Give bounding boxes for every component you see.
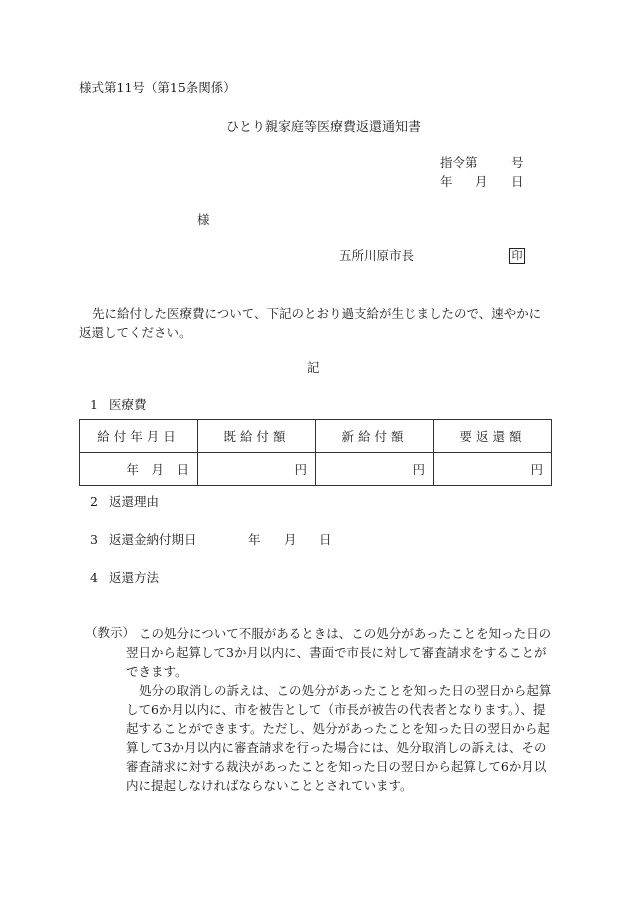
ki-heading: 記	[307, 360, 320, 375]
cell-payment-date: 年 月 日	[80, 453, 198, 486]
header-refund-amount: 要返還額	[434, 420, 552, 453]
date-day: 日	[511, 174, 524, 189]
reference-number-suffix: 号	[511, 155, 524, 170]
section-3-number: 3	[90, 532, 98, 547]
table-row	[80, 453, 552, 486]
form-number: 様式第11号（第15条関係）	[79, 80, 236, 95]
section-4-number: 4	[90, 570, 98, 585]
due-date-year: 年	[248, 532, 261, 547]
notice-paragraph-2: 処分の取消しの訴えは、この処分があったことを知った日の翌日から起算して6か月以内に、市を被告として（市長が被告の代表者となります。）、提起することができます。ただし、処分があったことを知った日の翌日から起算して3か月以内に審査請求を行った場合には、処分取消しの訴えは、その審査請求に対する裁決があったことを知った日の翌日から起算して6か月以内に提起しなければならないこととされています。	[126, 683, 552, 793]
issuer-name: 五所川原市長	[339, 248, 415, 263]
section-1-label: 医療費	[109, 397, 147, 412]
addressee-suffix: 様	[197, 212, 210, 227]
medical-fee-table	[79, 419, 552, 486]
notice-paragraph-1: この処分について不服があるときは、この処分があったことを知った日の翌日から起算して3か月以内に、書面で市長に対して審査請求をすることができます。	[126, 626, 552, 679]
section-2-number: 2	[90, 494, 98, 509]
due-date-month: 月	[284, 532, 297, 547]
date-month: 月	[475, 174, 488, 189]
section-4-label: 返還方法	[109, 570, 160, 585]
cell-paid-amount: 円	[198, 453, 316, 486]
section-1-number: 1	[90, 397, 98, 412]
notice-label: （教示）	[85, 625, 136, 640]
table-header-row	[80, 420, 552, 453]
section-3-label: 返還金納付期日	[109, 532, 197, 547]
cell-new-amount: 円	[316, 453, 434, 486]
official-seal: 印	[509, 248, 525, 264]
section-2-label: 返還理由	[109, 494, 160, 509]
reference-number-prefix: 指令第	[440, 155, 478, 170]
page-title: ひとり親家庭等医療費返還通知書	[226, 120, 422, 135]
due-date-day: 日	[319, 532, 332, 547]
header-new-amount: 新給付額	[316, 420, 434, 453]
intro-paragraph: 先に給付した医療費について、下記のとおり過支給が生じましたので、速やかに返還してください。	[79, 306, 542, 340]
header-payment-date: 給付年月日	[80, 420, 198, 453]
header-paid-amount: 既給付額	[198, 420, 316, 453]
date-year: 年	[440, 174, 453, 189]
cell-refund-amount: 円	[434, 453, 552, 486]
